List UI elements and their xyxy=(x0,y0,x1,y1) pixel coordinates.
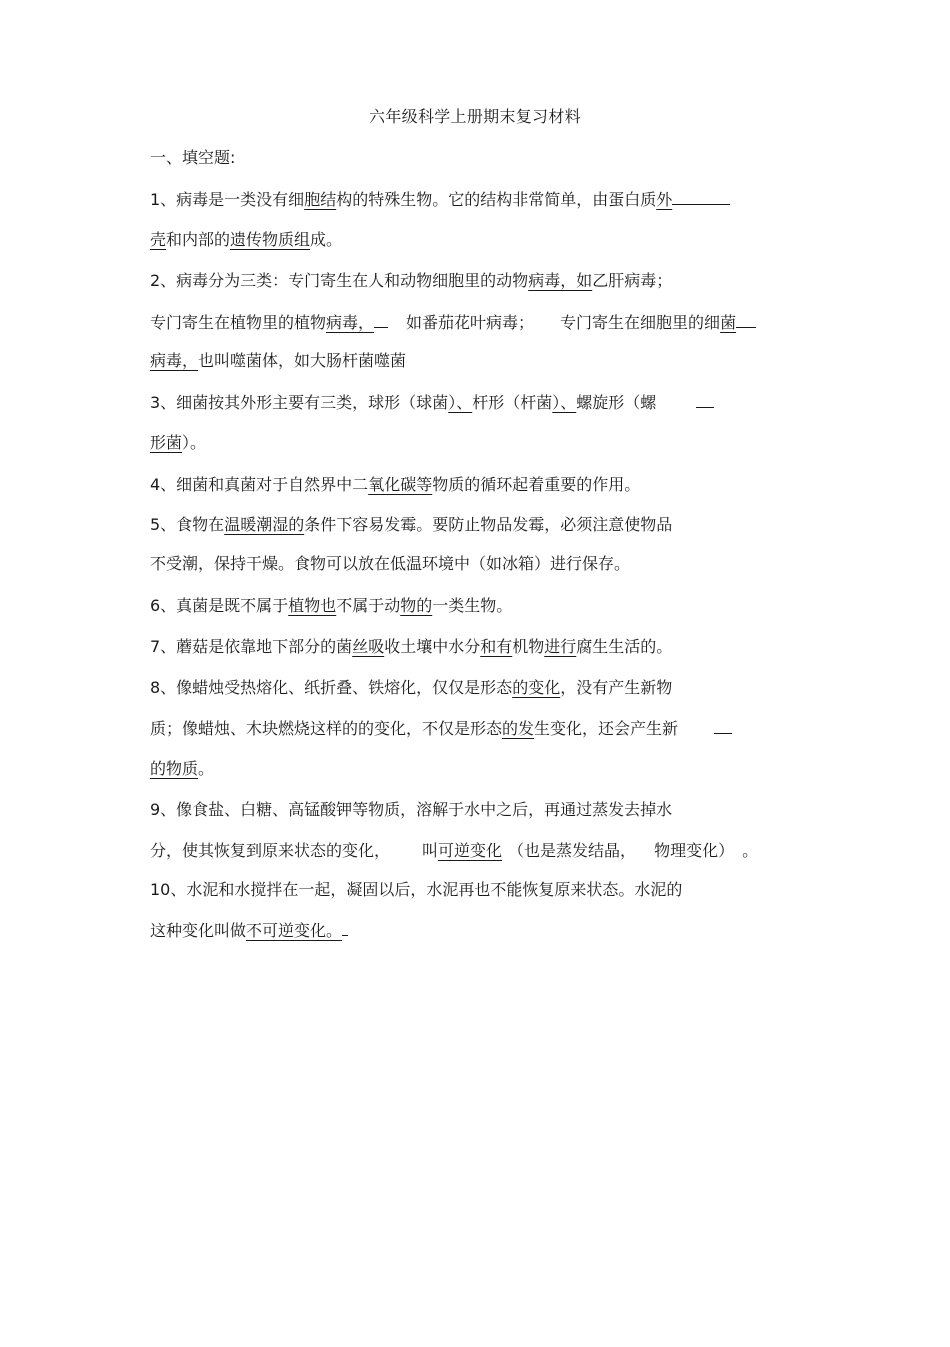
blank-line xyxy=(672,188,730,205)
blank-line xyxy=(374,311,388,328)
q2-line-2: 专门寄生在植物里的植物病毒， 如番茄花叶病毒； 专门寄生在细胞里的细菌 xyxy=(150,311,810,334)
answer-blank: 氧化碳等 xyxy=(368,475,433,494)
answer-blank: 的物质 xyxy=(150,759,199,778)
q8-line-1: 8、像蜡烛受热熔化、纸折叠、铁熔化，仅仅是形态的变化，没有产生新物 xyxy=(150,678,673,697)
section-heading: 一、填空题: xyxy=(150,148,236,167)
q3-line-2: 形菌）。 xyxy=(150,433,207,452)
answer-blank: 进行 xyxy=(544,637,577,656)
blank-line xyxy=(736,311,756,328)
blank-line xyxy=(714,717,732,734)
answer-blank: 物的 xyxy=(400,596,433,615)
answer-blank: 胞结 xyxy=(304,190,337,209)
q4-line-1: 4、细菌和真菌对于自然界中二氧化碳等物质的循环起着重要的作用。 xyxy=(150,475,641,494)
answer-blank: 病毒， xyxy=(150,351,199,370)
document-title: 六年级科学上册期末复习材料 xyxy=(369,107,581,126)
answer-blank: 形菌 xyxy=(150,433,183,452)
answer-blank: 温暖潮湿的 xyxy=(224,515,305,534)
q9-line-2: 分，使其恢复到原来状态的变化， 叫可逆变化 （也是蒸发结晶， 物理变化） 。 xyxy=(150,841,759,860)
q5-line-1: 5、食物在温暖潮湿的条件下容易发霉。要防止物品发霉，必须注意使物品 xyxy=(150,515,673,534)
answer-blank: 病毒，如 xyxy=(528,271,593,290)
answer-blank: 的发 xyxy=(502,719,535,738)
q10-line-1: 10、水泥和水搅拌在一起，凝固以后，水泥再也不能恢复原来状态。水泥的 xyxy=(150,880,683,899)
answer-blank: 丝吸 xyxy=(352,637,385,656)
blank-line xyxy=(696,391,714,408)
q2-line-3: 病毒，也叫噬菌体，如大肠杆菌噬菌 xyxy=(150,351,407,370)
answer-blank: 外 xyxy=(656,190,673,209)
answer-blank: 菌 xyxy=(720,313,737,332)
answer-blank: 和有 xyxy=(480,637,513,656)
answer-blank: ）、 xyxy=(448,393,473,412)
q8-line-3: 的物质。 xyxy=(150,759,215,778)
q9-line-1: 9、像食盐、白糖、高锰酸钾等物质，溶解于水中之后，再通过蒸发去掉水 xyxy=(150,800,673,819)
q3-line-1: 3、细菌按其外形主要有三类，球形（球菌）、杆形（杆菌）、螺旋形（螺 xyxy=(150,391,810,414)
answer-blank: 壳 xyxy=(150,230,167,249)
answer-blank: 的变化 xyxy=(512,678,561,697)
q1-line-2: 壳和内部的遗传物质组成。 xyxy=(150,230,343,249)
q5-line-2: 不受潮，保持干燥。食物可以放在低温环境中（如冰箱）进行保存。 xyxy=(150,554,631,573)
blank-line xyxy=(342,919,348,936)
q6-line-1: 6、真菌是既不属于植物也不属于动物的一类生物。 xyxy=(150,596,513,615)
q2-line-1: 2、病毒分为三类：专门寄生在人和动物细胞里的动物病毒，如乙肝病毒； xyxy=(150,271,673,290)
answer-blank: 可逆变化 xyxy=(438,841,503,860)
answer-blank: 遗传物质组 xyxy=(230,230,311,249)
q10-line-2: 这种变化叫做不可逆变化。 xyxy=(150,919,810,942)
answer-blank: ）、 xyxy=(552,393,577,412)
q8-line-2: 质；像蜡烛、木块燃烧这样的的变化，不仅是形态的发生变化，还会产生新 xyxy=(150,717,810,740)
answer-blank: 病毒， xyxy=(326,313,375,332)
answer-blank: 植物也 xyxy=(288,596,337,615)
q7-line-1: 7、蘑菇是依靠地下部分的菌丝吸收土壤中水分和有机物进行腐生生活的。 xyxy=(150,637,673,656)
q1-line-1: 1、病毒是一类没有细胞结构的特殊生物。它的结构非常简单，由蛋白质外 xyxy=(150,188,810,211)
answer-blank: 不可逆变化。 xyxy=(246,921,343,940)
